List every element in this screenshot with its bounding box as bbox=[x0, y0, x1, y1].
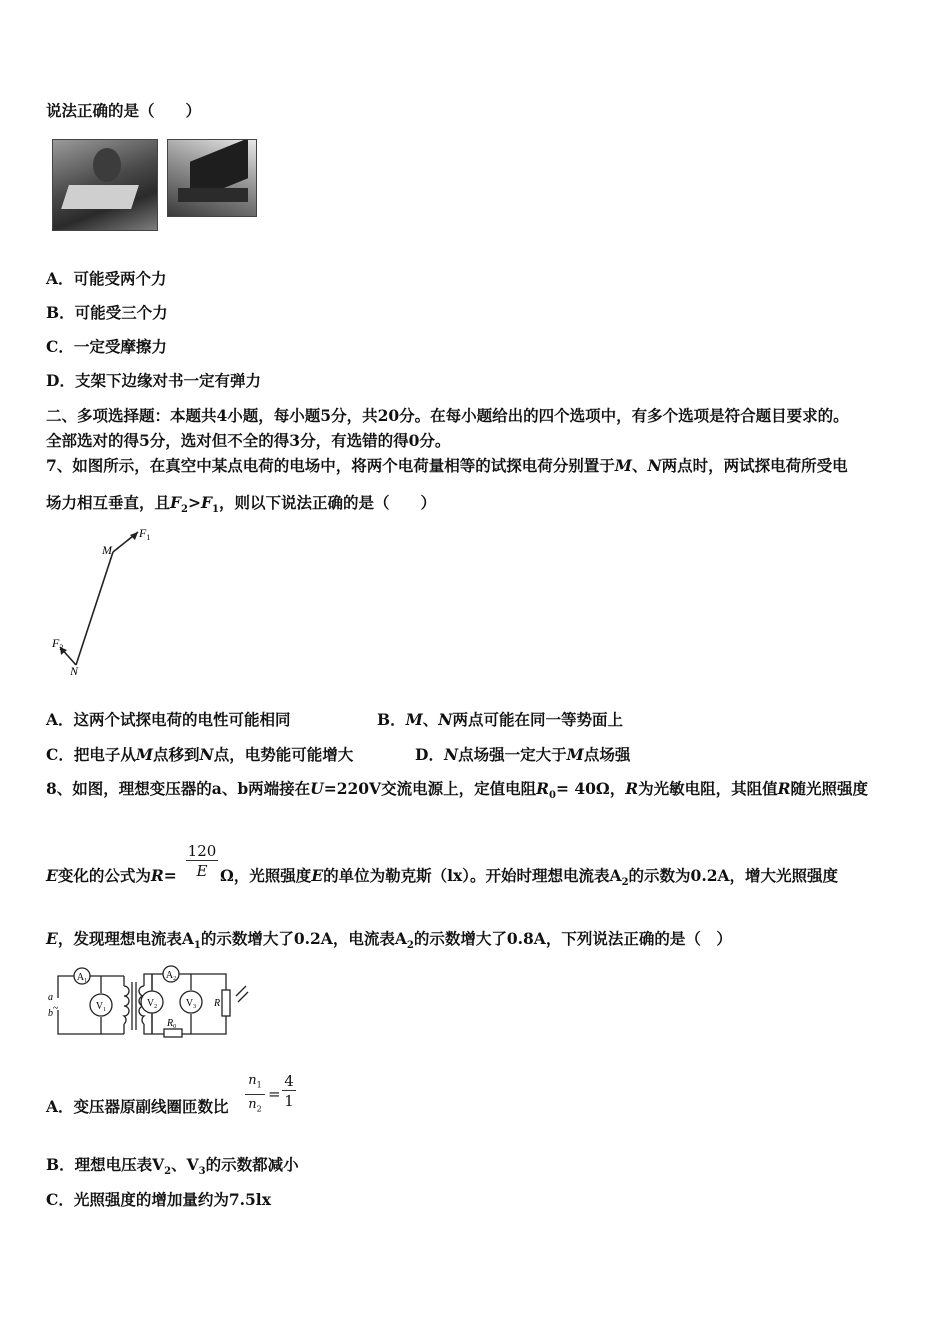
q8-ratio-equals: = bbox=[268, 1085, 281, 1103]
q8-ac-source-symbol: ~ bbox=[53, 1003, 59, 1014]
q7-fig-label-m: M bbox=[102, 543, 112, 557]
q7-option-b: B．M、N两点可能在同一等势面上 bbox=[377, 710, 623, 729]
q8-meter-v3: $V_3$ bbox=[185, 998, 197, 1010]
q8-stem-line3: E，发现理想电流表$A_1$的示数增大了0.2A，电流表$A_2$的示数增大了0.8A，下列说法正确的是（ ） bbox=[46, 929, 732, 952]
q7-fig-label-f1: $F_1$ bbox=[139, 526, 151, 542]
book-stand-photo-right bbox=[167, 139, 257, 217]
q8-ratio-num: 4 bbox=[282, 1072, 296, 1091]
q8-meter-v2: $V_2$ bbox=[146, 998, 158, 1010]
q8-stem-line2a: E变化的公式为R= bbox=[46, 866, 177, 885]
q8-option-a-ratio-right bbox=[282, 1072, 296, 1111]
book-stand-photo-left bbox=[52, 139, 158, 231]
q8-option-c: C．光照强度的增加量约为7.5lx bbox=[46, 1190, 271, 1209]
q8-meter-a1: $A_1$ bbox=[76, 972, 88, 984]
q7-option-a: A．这两个试探电荷的电性可能相同 bbox=[46, 710, 291, 729]
q8-circuit-diagram bbox=[46, 960, 251, 1040]
q8-label-r0: $R_0$ bbox=[167, 1018, 177, 1030]
q7-fig-label-f2: $F_2$ bbox=[52, 636, 64, 652]
q6-option-b: B．可能受三个力 bbox=[46, 303, 168, 322]
q8-option-b: B．理想电压表$V_2$、$V_3$的示数都减小 bbox=[46, 1155, 299, 1178]
q8-ratio-n1: $n_1$ bbox=[245, 1072, 265, 1095]
q6-option-c: C．一定受摩擦力 bbox=[46, 337, 167, 356]
q7-option-c: C．把电子从M点移到N点，电势能可能增大 bbox=[46, 745, 354, 764]
section2-line2: 全部选对的得5分，选对但不全的得3分，有选错的得0分。 bbox=[46, 431, 451, 450]
q8-ratio-n2: $n_2$ bbox=[248, 1096, 262, 1114]
q8-meter-v1: $V_1$ bbox=[95, 1001, 107, 1013]
q8-label-r: R bbox=[214, 998, 221, 1009]
section2-line1: 二、多项选择题：本题共4小题，每小题5分，共20分。在每小题给出的四个选项中，有多个选项是符合题目要求的。 bbox=[46, 406, 849, 425]
q7-fig-label-n: N bbox=[70, 664, 79, 677]
q8-stem-line1: 8、如图，理想变压器的a、b两端接在U=220V交流电源上，定值电阻$R_0= 40\Omega$，R为光敏电阻，其阻值R随光照强度 bbox=[46, 779, 869, 802]
q7-stem-line2: 场力相互垂直，且$F_2>F_1$，则以下说法正确的是（ ） bbox=[46, 493, 436, 516]
q8-formula-fraction bbox=[186, 842, 218, 881]
q8-terminal-a: a bbox=[48, 992, 53, 1003]
q7-field-figure bbox=[46, 522, 166, 677]
q6-option-d: D．支架下边缘对书一定有弹力 bbox=[46, 371, 261, 390]
q6-option-a: A．可能受两个力 bbox=[46, 269, 167, 288]
q8-terminal-b: b bbox=[48, 1008, 53, 1019]
q8-option-a: A．变压器原副线圈匝数比 bbox=[46, 1097, 229, 1116]
q8-formula-numerator: 120 bbox=[187, 842, 217, 860]
q8-stem-line2b: Ω，光照强度E的单位为勒克斯（lx）。开始时理想电流表$A_2$的示数为0.2A，增大光照强度 bbox=[220, 866, 839, 889]
q8-meter-a2: $A_2$ bbox=[165, 970, 177, 982]
q8-option-a-ratio-left bbox=[245, 1072, 265, 1119]
q8-ratio-den: 1 bbox=[284, 1092, 294, 1110]
q7-stem-line1: 7、如图所示，在真空中某点电荷的电场中，将两个电荷量相等的试探电荷分别置于M、N两点时，两试探电荷所受电 bbox=[46, 456, 848, 475]
q8-formula-denominator: E bbox=[196, 862, 208, 880]
q6-stem-tail: 说法正确的是（ ） bbox=[46, 101, 202, 120]
q7-option-d: D．N点场强一定大于M点场强 bbox=[415, 745, 631, 764]
